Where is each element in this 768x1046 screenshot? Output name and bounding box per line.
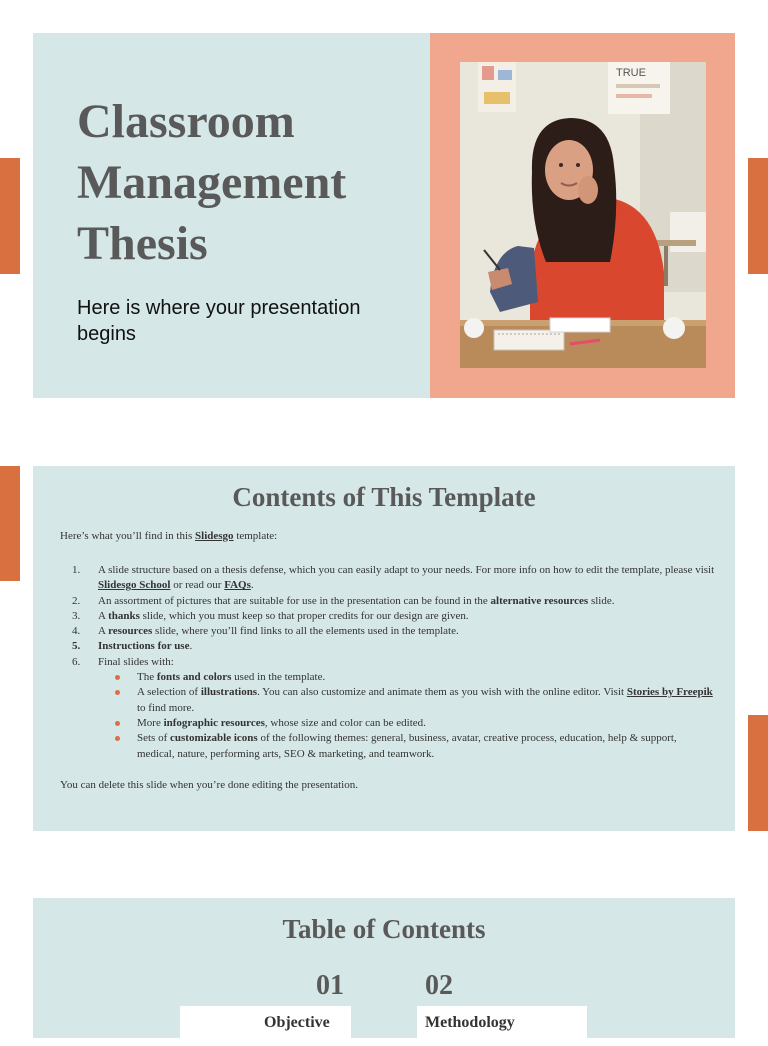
- text-run: .: [189, 640, 193, 653]
- sub-list-item: [60, 670, 715, 685]
- inline-link[interactable]: Slidesgo School: [98, 579, 171, 592]
- section-number-01: 01: [316, 970, 344, 1001]
- text-run: slide.: [588, 594, 615, 607]
- text-run: A selection of: [137, 686, 201, 699]
- bold-text: customizable icons: [170, 732, 258, 745]
- right-accent-bar-2: [748, 715, 768, 831]
- toc-heading: Table of Contents: [282, 914, 486, 944]
- list-item: [60, 609, 715, 624]
- photo-frame: [430, 33, 735, 398]
- contents-intro: [60, 530, 277, 542]
- bold-text: alternative resources: [490, 594, 589, 607]
- contents-list: [60, 563, 715, 762]
- contents-slide: [33, 466, 735, 831]
- sub-list-item: [60, 716, 715, 731]
- bullet-icon: [115, 736, 120, 741]
- presentation-title: Classroom Management Thesis: [77, 95, 347, 270]
- bold-text: Instructions for use: [98, 640, 190, 653]
- text-run: of the following themes: general, business, avatar, creative process, education, help & support, medical, nature, performing arts, SEO & marketing, and teamwork.: [137, 732, 677, 760]
- text-run: An assortment of pictures that are suitable for use in the presentation can be found in the: [98, 594, 491, 607]
- list-item-number: 4.: [72, 625, 81, 638]
- right-accent-bar-1: [748, 158, 768, 274]
- list-item: [60, 563, 715, 594]
- list-item-number: 3.: [72, 609, 81, 622]
- left-accent-bar-2: [0, 466, 20, 581]
- text-run: Final slides with:: [98, 655, 174, 668]
- bullet-icon: [115, 721, 120, 726]
- text-run: A slide structure based on a thesis defense, which you can easily adapt to your needs. For more info on how to edit the template, please visit: [98, 564, 715, 576]
- bold-text: resources: [108, 625, 153, 638]
- list-item: [60, 639, 715, 654]
- section-number-02: 02: [425, 970, 453, 1001]
- section-label-objective: Objective: [264, 1014, 330, 1031]
- section-label-methodology: Methodology: [425, 1014, 515, 1031]
- student-photo: [460, 62, 706, 368]
- text-run: , whose size and color can be edited.: [264, 716, 426, 729]
- sub-list-item: [60, 685, 715, 716]
- slidesgo-link[interactable]: Slidesgo: [195, 530, 234, 542]
- text-run: A: [98, 609, 109, 622]
- list-item-number: 6.: [72, 655, 81, 668]
- table-of-contents-slide: [33, 898, 735, 1038]
- text-run: slide, where you’ll find links to all the elements used in the template.: [152, 625, 459, 638]
- text-run: More: [137, 716, 164, 729]
- text-run: to find more.: [137, 701, 195, 714]
- bold-text: thanks: [108, 609, 140, 622]
- list-item-number: 1.: [72, 564, 81, 576]
- bold-text: infographic resources: [163, 716, 265, 729]
- bold-text: illustrations: [200, 686, 258, 699]
- presentation-subtitle: Here is where your presentation begins: [77, 297, 361, 345]
- section-box-methodology: [417, 1006, 587, 1046]
- text-run: Sets of: [137, 732, 170, 745]
- intro-text-after: template:: [233, 530, 278, 542]
- text-run: The: [137, 671, 157, 684]
- left-accent-bar-1: [0, 158, 20, 274]
- text-run: . You can also customize and animate them as you wish with the online editor. Visit: [257, 686, 627, 699]
- intro-text-before: Here’s what you’ll find in this: [60, 530, 196, 542]
- sub-list-item: [60, 731, 715, 762]
- inline-link[interactable]: Stories by Freepik: [626, 686, 713, 699]
- text-run: slide, which you must keep so that proper credits for our design are given.: [139, 609, 469, 622]
- text-run: A: [98, 625, 109, 638]
- text-run: or read our: [170, 579, 225, 592]
- text-run: .: [250, 579, 254, 592]
- list-item: [60, 594, 715, 609]
- list-item: [60, 655, 715, 670]
- closing-note: You can delete this slide when you’re done editing the presentation.: [60, 779, 358, 791]
- section-box-objective: [180, 1006, 351, 1046]
- title-slide: [33, 33, 735, 398]
- bold-text: fonts and colors: [156, 671, 232, 684]
- bullet-icon: [115, 690, 120, 695]
- svg-text:TRUE: TRUE: [616, 67, 646, 79]
- list-item: [60, 624, 715, 639]
- list-item-number: 2.: [72, 594, 81, 607]
- list-item-number: 5.: [72, 640, 81, 653]
- text-run: used in the template.: [231, 671, 326, 684]
- inline-link[interactable]: FAQs: [224, 579, 251, 592]
- bullet-icon: [115, 675, 120, 680]
- contents-heading: Contents of This Template: [232, 482, 536, 512]
